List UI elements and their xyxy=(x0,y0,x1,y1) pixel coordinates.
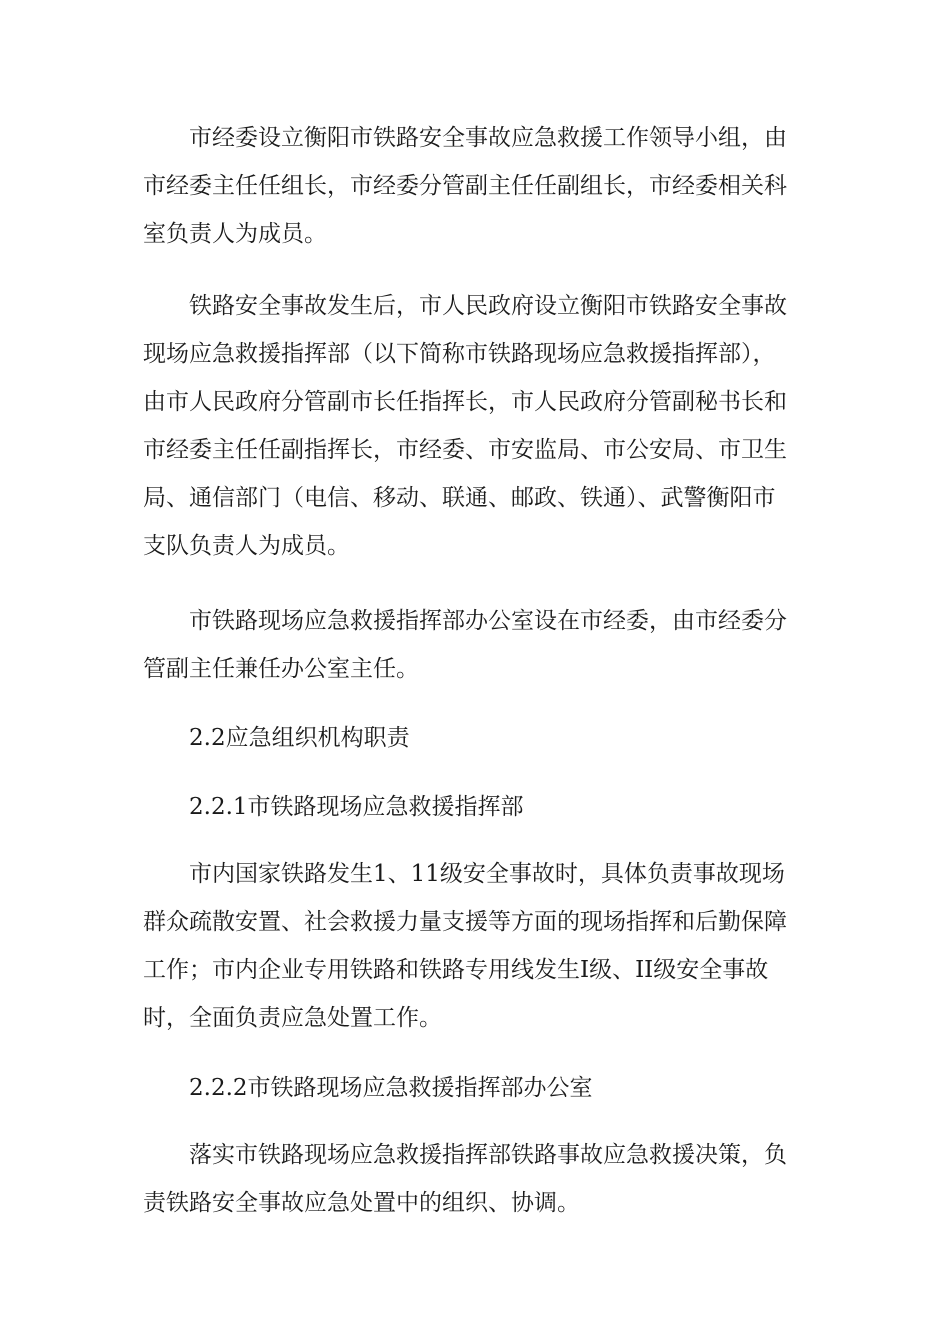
paragraph-line: 落实市铁路现场应急救援指挥部铁路事故应急救援决策，负 xyxy=(189,1142,787,1168)
paragraph-leading-group xyxy=(143,114,813,258)
paragraph-line: 市内国家铁路发生1、11级安全事故时，具体负责事故现场 xyxy=(189,861,785,887)
paragraph-line: 室负责人为成员。 xyxy=(143,221,327,247)
section-heading-2-2-2 xyxy=(143,1064,813,1112)
paragraph-line: 管副主任兼任办公室主任。 xyxy=(143,656,419,682)
paragraph-line: 市经委设立衡阳市铁路安全事故应急救援工作领导小组，由 xyxy=(189,125,787,151)
section-heading-2-2-1 xyxy=(143,783,813,831)
paragraph-line: 现场应急救援指挥部（以下简称市铁路现场应急救援指挥部）， xyxy=(143,341,776,367)
paragraph-line: 由市人民政府分管副市长任指挥长，市人民政府分管副秘书长和 xyxy=(143,389,787,415)
paragraph-line: 市经委主任任副指挥长，市经委、市安监局、市公安局、市卫生 xyxy=(143,437,787,463)
paragraph-line: 群众疏散安置、社会救援力量支援等方面的现场指挥和后勤保障 xyxy=(143,909,787,935)
paragraph-line: 责铁路安全事故应急处置中的组织、协调。 xyxy=(143,1190,580,1216)
section-heading-2-2 xyxy=(143,714,813,762)
paragraph-line: 时，全面负责应急处置工作。 xyxy=(143,1005,442,1031)
paragraph-line: 工作；市内企业专用铁路和铁路专用线发生I级、II级安全事故 xyxy=(143,957,769,983)
paragraph-office-duties xyxy=(143,1131,813,1227)
paragraph-line: 铁路安全事故发生后，市人民政府设立衡阳市铁路安全事故 xyxy=(189,293,787,319)
paragraph-line: 局、通信部门（电信、移动、联通、邮政、铁通）、武警衡阳市 xyxy=(143,485,776,511)
paragraph-command-office xyxy=(143,597,813,693)
paragraph-command-structure xyxy=(143,282,813,570)
paragraph-line: 支队负责人为成员。 xyxy=(143,533,350,559)
paragraph-command-duties xyxy=(143,850,813,1042)
heading-text: 2.2.2市铁路现场应急救援指挥部办公室 xyxy=(189,1075,593,1101)
heading-text: 2.2应急组织机构职责 xyxy=(189,725,410,751)
paragraph-line: 市铁路现场应急救援指挥部办公室设在市经委，由市经委分 xyxy=(189,608,787,634)
paragraph-line: 市经委主任任组长，市经委分管副主任任副组长，市经委相关科 xyxy=(143,173,787,199)
heading-text: 2.2.1市铁路现场应急救援指挥部 xyxy=(189,794,524,820)
